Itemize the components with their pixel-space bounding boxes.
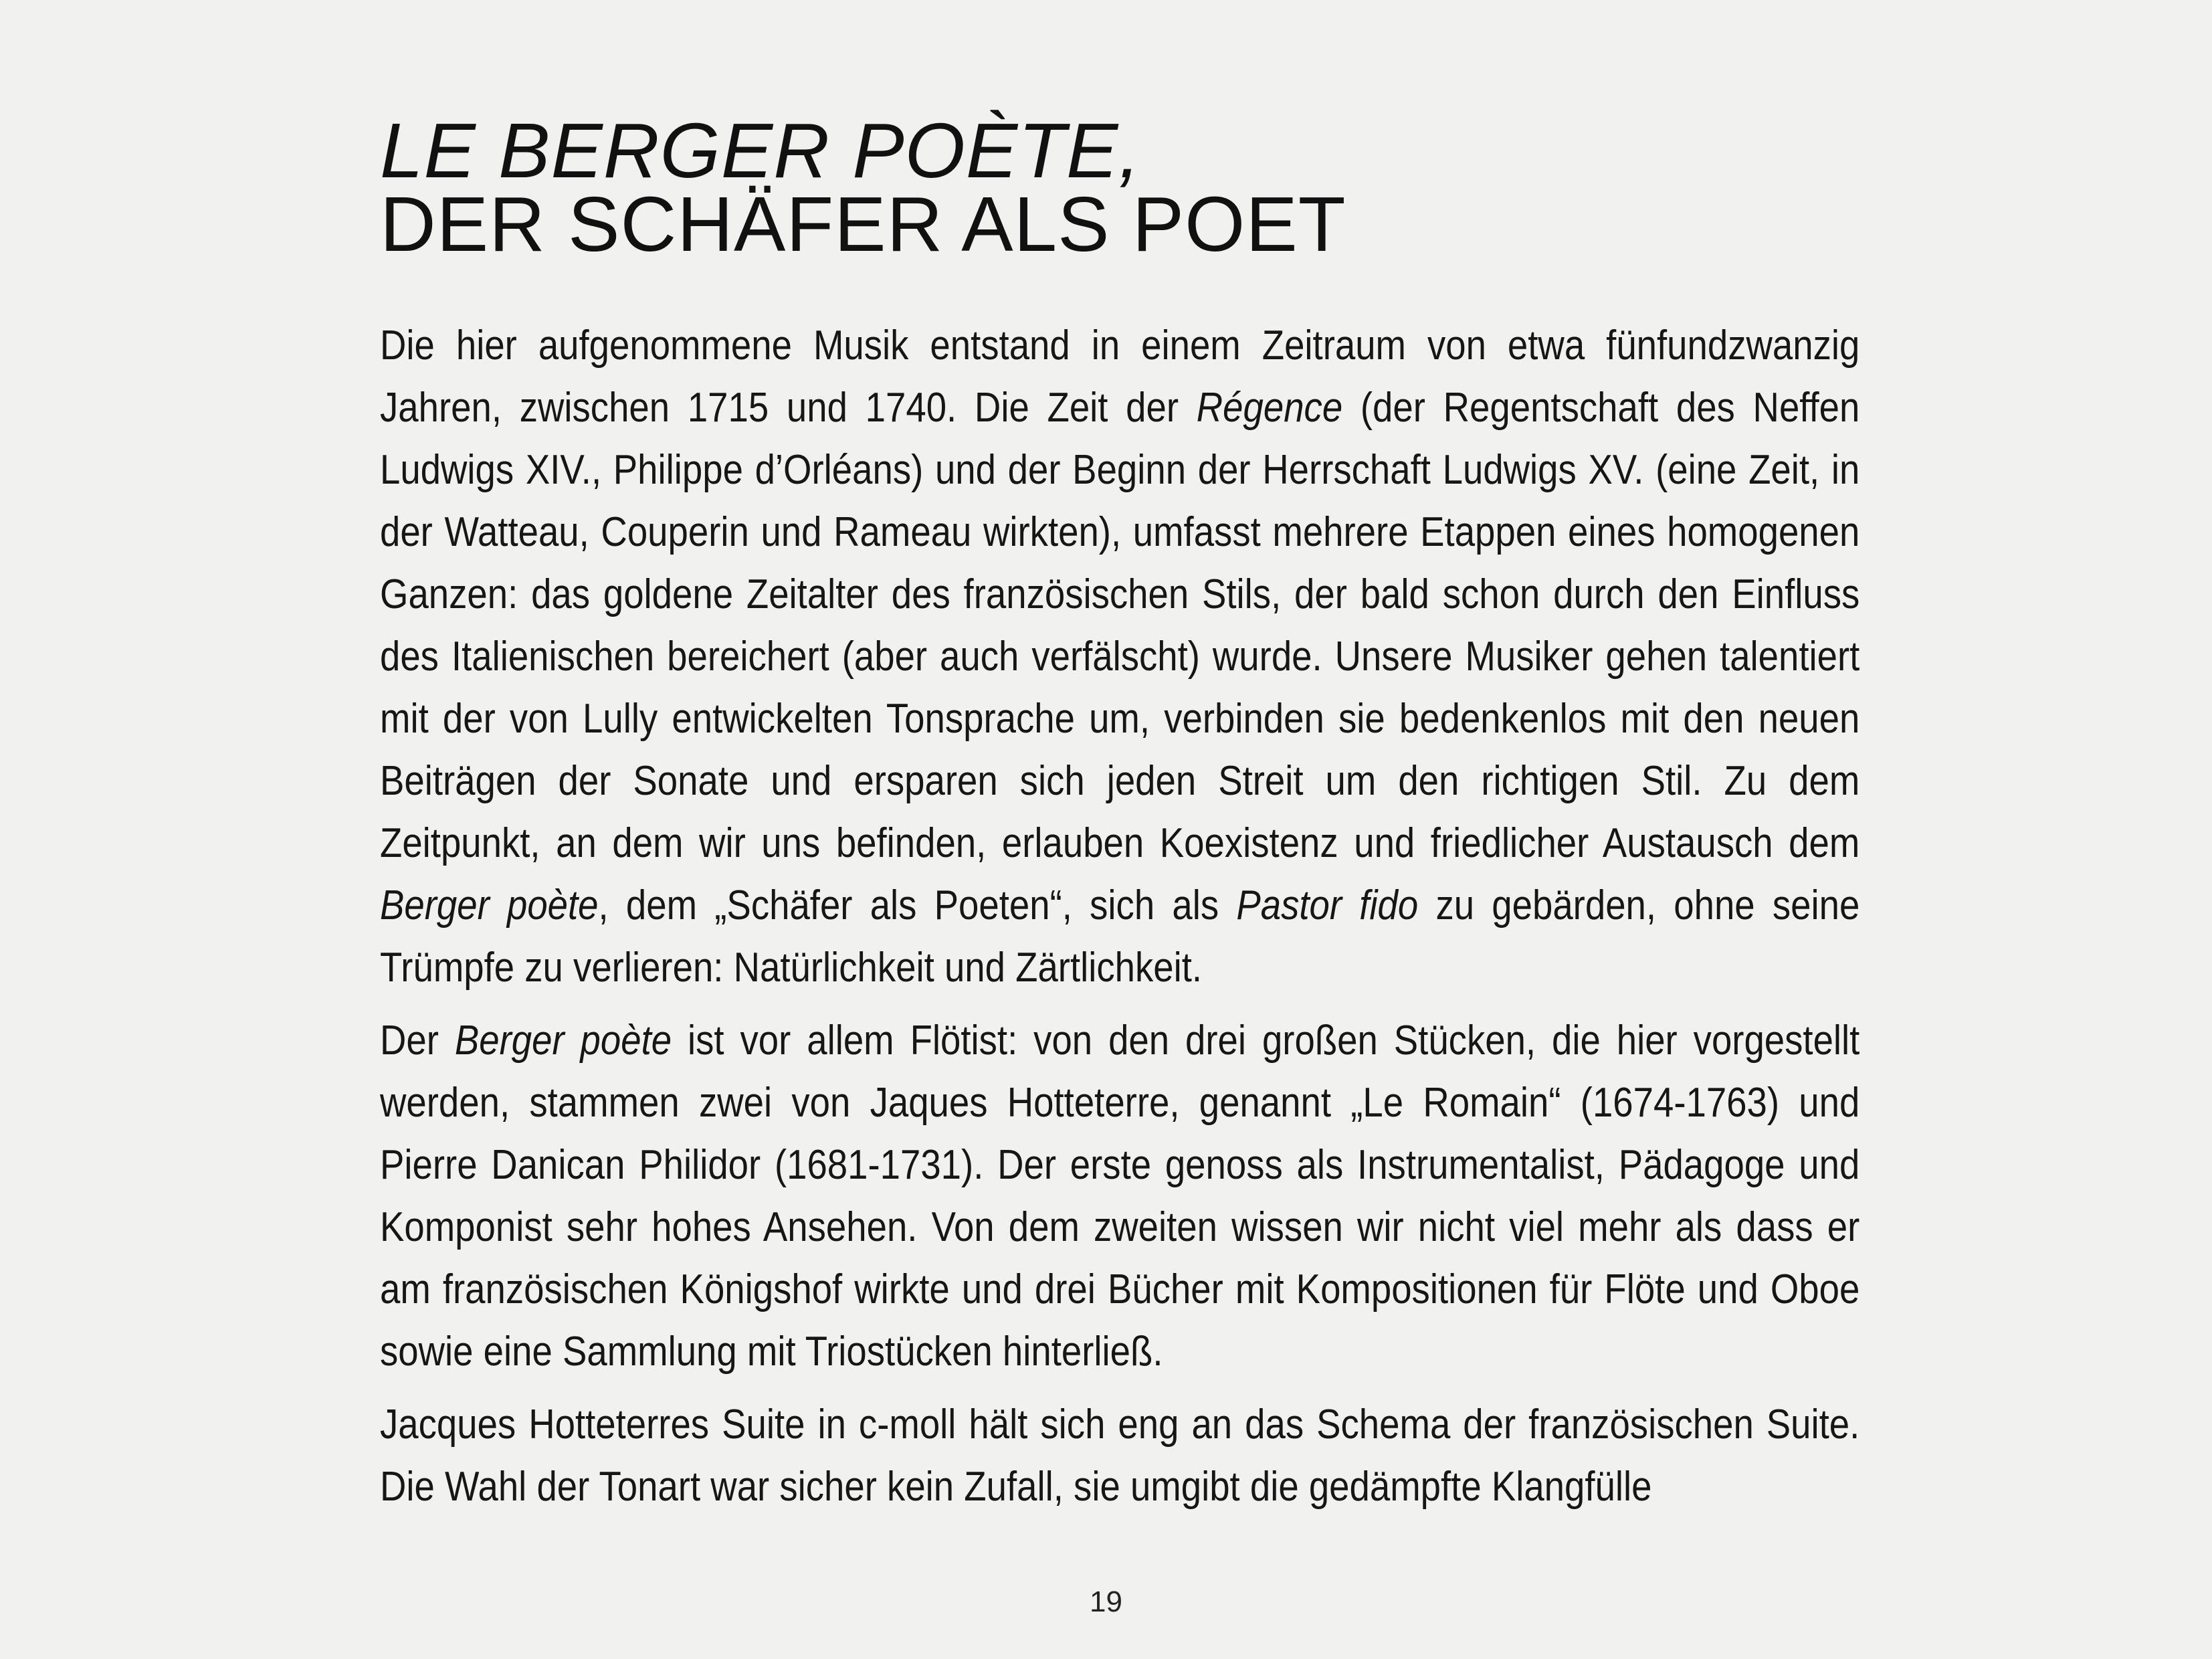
- paragraph-3: [380, 1393, 1859, 1518]
- text-segment: Die hier aufgenommene Musik entstand in einem Zeitraum von etwa fünfundzwanzig Jahren, zwischen 1715 und 1740. Die Zeit der: [380, 322, 1860, 431]
- text-segment: Der: [380, 1017, 455, 1064]
- paragraph-1: [380, 314, 1859, 999]
- title-line-german: DER SCHÄFER ALS POET: [380, 181, 1346, 268]
- paragraph-2: [380, 1009, 1859, 1383]
- page-content: [380, 107, 1860, 1529]
- italic-segment: Berger poète: [380, 882, 599, 929]
- italic-segment: Régence: [1196, 385, 1343, 431]
- text-segment: zu gebärden, ohne seine Trümpfe zu verlieren: Natürlichkeit und Zärtlichkeit.: [380, 882, 1860, 991]
- italic-segment: Pastor fido: [1236, 882, 1419, 929]
- italic-segment: Berger poète: [454, 1017, 672, 1064]
- body-text: [380, 314, 1859, 1518]
- page-number: 19: [1090, 1585, 1122, 1618]
- text-segment: Jacques Hotteterres Suite in c-moll hält sich eng an das Schema der französischen Suite. Die Wahl der Tonart war sicher kein Zufall, sie umgibt die gedämpfte Klangfülle: [380, 1401, 1860, 1510]
- title-line-french: LE BERGER POÈTE,: [380, 107, 1141, 194]
- text-segment: (der Regentschaft des Neffen Ludwigs XIV., Philippe d’Orléans) und der Beginn der Herrschaft Ludwigs XV. (eine Zeit, in der Watteau, Couperin und Rameau wirkten), umfasst mehrere Etappen eines homogenen Ganzen: das goldene Zeitalter des französischen Stils, der bald schon durch den Einfluss des Italienischen bereichert (aber auch verfälscht) wurde. Unsere Musiker gehen talentiert mit der von Lully entwickelten Tonsprache um, verbinden sie bedenkenlos mit den neuen Beiträgen der Sonate und ersparen sich jeden Streit um den richtigen Stil. Zu dem Zeitpunkt, an dem wir uns befinden, erlauben Koexistenz und friedlicher Austausch dem: [380, 385, 1860, 866]
- page-title: [380, 107, 1859, 268]
- text-segment: , dem „Schäfer als Poeten“, sich als: [598, 882, 1237, 929]
- text-segment: ist vor allem Flötist: von den drei großen Stücken, die hier vorgestellt werden, stammen zwei von Jaques Hotteterre, genannt „Le Romain“ (1674-1763) und Pierre Danican Philidor (1681-1731). Der erste genoss als Instrumentalist, Pädagoge und Komponist sehr hohes Ansehen. Von dem zweiten wissen wir nicht viel mehr als dass er am französischen Königshof wirkte und drei Bücher mit Kompositionen für Flöte und Oboe sowie eine Sammlung mit Triostücken hinterließ.: [380, 1017, 1860, 1375]
